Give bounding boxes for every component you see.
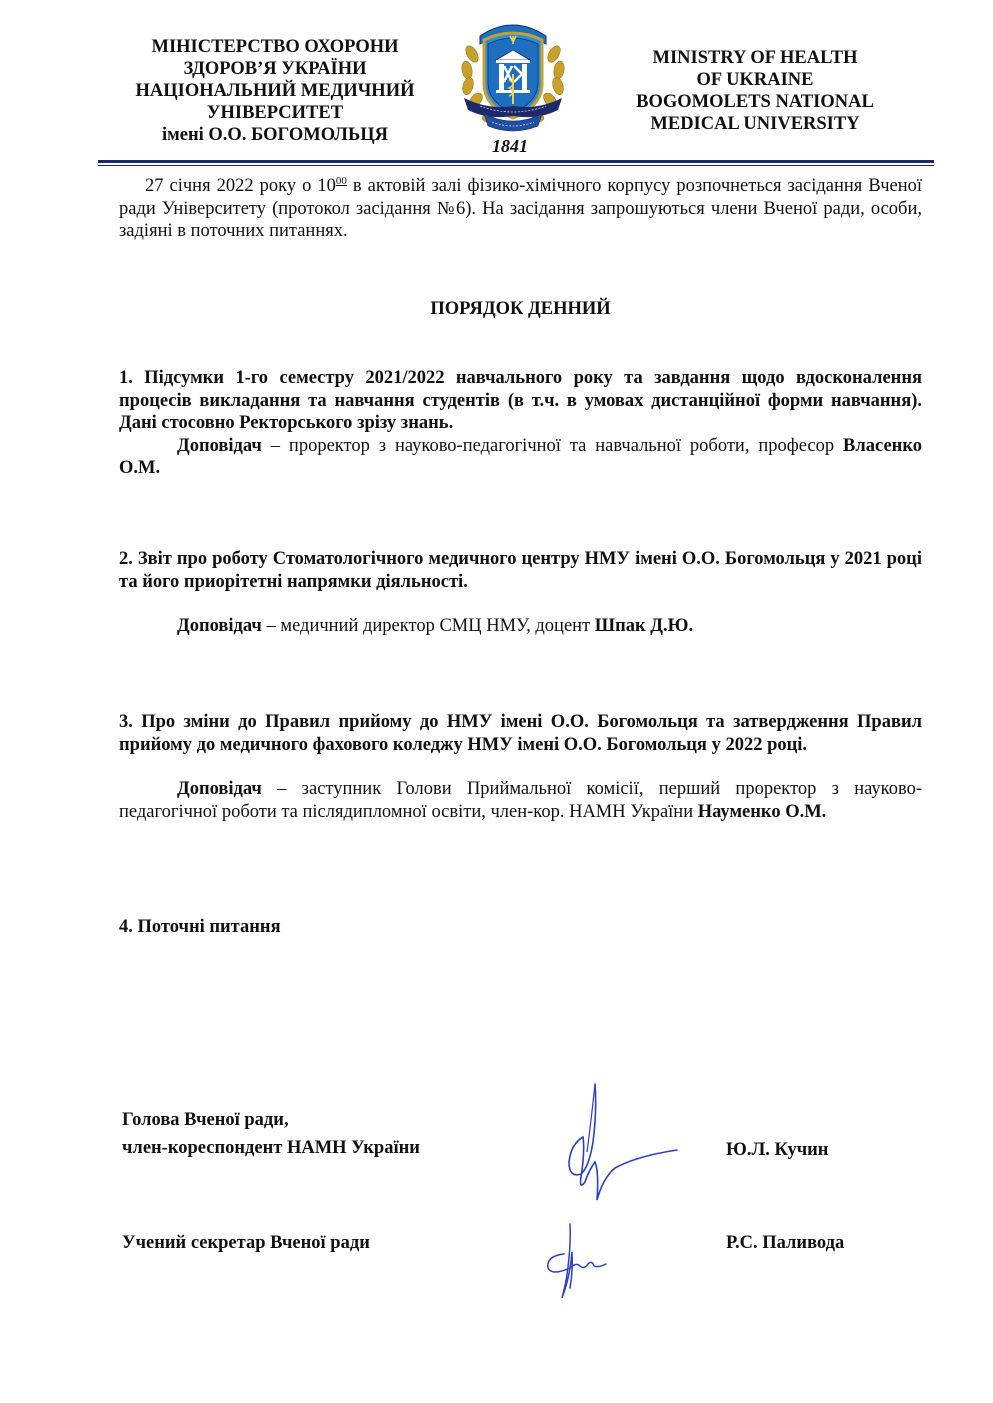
speaker-label: Доповідач — [177, 435, 262, 456]
header-en-line: MEDICAL UNIVERSITY — [650, 114, 860, 134]
agenda-item — [119, 711, 922, 823]
signatory-name: Р.С. Паливода — [726, 1233, 845, 1253]
signatory-role — [122, 1106, 522, 1162]
header-ua-line: імені О.О. БОГОМОЛЬЦЯ — [162, 125, 388, 145]
intro-date-time: 27 січня 2022 року о 10 — [145, 176, 336, 196]
agenda-item-title: 3. Про зміни до Правил прийому до НМУ імені О.О. Богомольця та затвердження Правил прийому до медичного фахового коледжу НМУ імені О.О. Богомольця у 2022 році. — [119, 712, 922, 755]
speaker-label: Доповідач — [177, 779, 262, 799]
speaker-role: – заступник Голови Приймальної комісії, перший проректор з науково-педагогічної роботи та післядипломної освіти, член-кор. НАМН України — [119, 779, 922, 822]
signatory-role — [122, 1229, 370, 1257]
agenda-item-title: 1. Підсумки 1-го семестру 2021/2022 навчального року та завдання щодо вдосконалення процесів викладання та навчання студентів (в т.ч. в умовах дистанційної форми навчання). Дані стосовно Ректорського зрізу знань. — [119, 368, 922, 433]
speaker-name: Шпак Д.Ю. — [594, 616, 694, 636]
agenda-item-title: 4. Поточні питання — [119, 917, 281, 937]
agenda-item-speaker — [119, 778, 922, 823]
speaker-role: – медичний директор СМЦ НМУ, доцент — [261, 616, 595, 636]
agenda-item — [119, 916, 922, 939]
speaker-label: Доповідач — [177, 616, 262, 636]
founded-year: 1841 — [492, 136, 528, 156]
speaker-role: – проректор з науково-педагогічної та навчальної роботи, професор — [261, 435, 844, 456]
header-ua-line: МІНІСТЕРСТВО ОХОРОНИ — [151, 37, 399, 57]
header-english — [600, 47, 910, 135]
intro-time-minutes: 00 — [335, 175, 347, 187]
agenda-item-speaker — [119, 615, 922, 638]
spacer — [119, 593, 922, 615]
signatory-role-line: Голова Вченої ради, — [122, 1110, 289, 1130]
agenda-item — [119, 548, 922, 638]
speaker-name: Власенко О.М. — [119, 435, 922, 478]
header-rule-thin — [98, 165, 934, 166]
agenda-item — [119, 367, 922, 480]
handwritten-signature-icon — [555, 1082, 685, 1207]
signatory-role-line: член-кореспондент НАМН України — [122, 1138, 420, 1158]
agenda-item-title: 2. Звіт про роботу Стоматологічного медичного центру НМУ імені О.О. Богомольця у 2021 році та його приорітетні напрямки діяльності. — [119, 549, 922, 592]
spacer — [119, 756, 922, 778]
speaker-name: Науменко О.М. — [697, 801, 827, 822]
header-ua-line: НАЦІОНАЛЬНИЙ МЕДИЧНИЙ — [135, 81, 415, 101]
university-crest-icon — [458, 14, 568, 136]
agenda-title: ПОРЯДОК ДЕННИЙ — [430, 299, 611, 319]
signatory-role-line: Учений секретар Вченої ради — [122, 1233, 370, 1253]
handwritten-signature-icon — [540, 1222, 615, 1302]
header-rule-thick — [98, 160, 934, 163]
header-ua-line: ЗДОРОВ’Я УКРАЇНИ — [183, 59, 367, 79]
intro-paragraph — [119, 170, 922, 243]
header-ua-line: УНІВЕРСИТЕТ — [206, 103, 344, 123]
signatory-name: Ю.Л. Кучин — [726, 1140, 829, 1160]
intro-rest: в актовій залі фізико-хімічного корпусу розпочнеться засідання Вченої ради Університету (протокол засідання №6). На засідання запрошуються члени Вченої ради, особи, задіяні в поточних питаннях. — [119, 176, 923, 241]
header-ukrainian — [115, 36, 435, 146]
agenda-item-speaker — [119, 435, 922, 480]
header-en-line: BOGOMOLETS NATIONAL — [636, 92, 874, 112]
header-en-line: MINISTRY OF HEALTH — [652, 48, 858, 68]
header-en-line: OF UKRAINE — [696, 70, 814, 90]
